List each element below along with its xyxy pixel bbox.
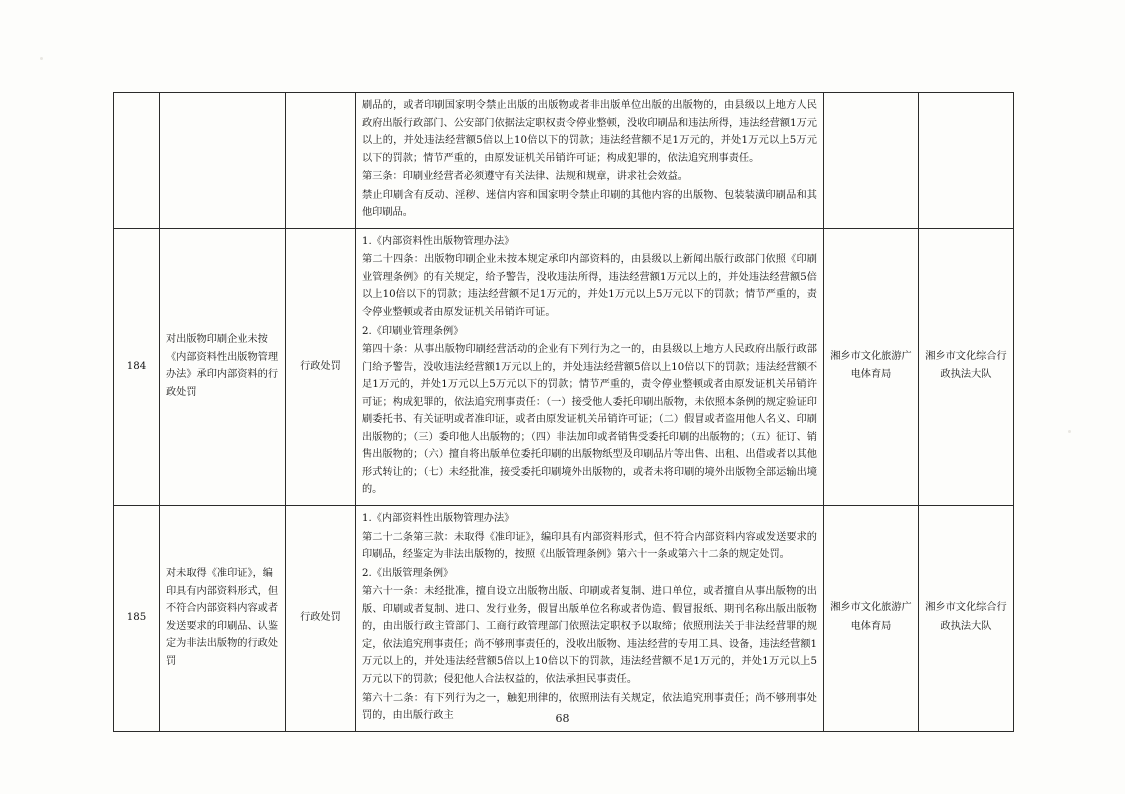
basis-paragraph: 第六十一条：未经批准，擅自设立出版物出版、印刷或者复制、进口单位，或者擅自从事出版物的出版、印刷或者复制、进口、发行业务，假冒出版单位名称或者伪造、假冒报纸、期刊名称出版出版物的，由出版行政主管部门、工商行政管理部门依照法定职权予以取缔；依照刑法关于非法经营罪的规定，依法追究刑事责任；尚不够刑事责任的，没收出版物、违法经营的专用工具、设备，违法经营额1万元以上的，并处违法经营额5倍以上10倍以下的罚款，违法经营额不足1万元的，并处1万元以上5万元以下的罚款；侵犯他人合法权益的，依法承担民事责任。 <box>362 586 817 685</box>
row-implementing-organ <box>824 506 919 732</box>
row-implementing-organ <box>824 228 919 505</box>
table-row <box>114 506 1014 732</box>
row-number: 185 <box>114 506 160 732</box>
unit-text: 湘乡市文化综合行政执法大队 <box>925 350 1007 381</box>
unit-text: 湘乡市文化综合行政执法大队 <box>925 601 1007 632</box>
row-legal-basis <box>356 506 824 732</box>
table-row <box>114 228 1014 505</box>
basis-paragraph: 2.《印刷业管理条例》 <box>362 325 464 337</box>
basis-paragraph: 2.《出版管理条例》 <box>362 567 454 579</box>
row-type: 行政处罚 <box>286 506 356 732</box>
row-enforcement-unit <box>919 506 1014 732</box>
table-row <box>114 93 1014 229</box>
basis-paragraph: 第三条：印刷业经营者必须遵守有关法律、法规和规章，讲求社会效益。 <box>362 171 688 183</box>
basis-paragraph: 刷品的，或者印刷国家明令禁止出版的出版物或者非出版单位出版的出版物的，由县级以上地方人民政府出版行政部门、公安部门依据法定职权责令停业整顿，没收印刷品和违法所得，违法经营额1万元以上的，并处违法经营额5倍以上10倍以下的罚款；违法经营额不足1万元的，并处1万元以上5万元以下的罚款；情节严重的，由原发证机关吊销许可证；构成犯罪的，依法追究刑事责任。 <box>362 100 817 164</box>
row-item-name: 对出版物印刷企业未按《内部资料性出版物管理办法》承印内部资料的行政处罚 <box>160 228 286 505</box>
basis-paragraph: 1.《内部资料性出版物管理办法》 <box>362 513 515 525</box>
organ-text: 湘乡市文化旅游广电体育局 <box>830 601 912 632</box>
row-enforcement-unit <box>919 93 1014 229</box>
basis-paragraph: 第四十条：从事出版物印刷经营活动的企业有下列行为之一的，由县级以上地方人民政府出版行政部门给予警告，没收违法经营额1万元以上的，并处违法经营额5倍以上10倍以下的罚款；违法经营额不足1万元的，并处1万元以上5万元以下的罚款；情节严重的，责令停业整顿或者由原发证机关吊销许可证；构成犯罪的，依法追究刑事责任：（一）接受他人委托印刷出版物，未依照本条例的规定验证印刷委托书、有关证明或者准印证，或者由原发证机关吊销许可证；（二）假冒或者盗用他人名义、印刷出版物的；（三）委印他人出版物的；（四）非法加印或者销售受委托印刷的出版物的；（五）征订、销售出版物的；（六）擅自将出版单位委托印刷的出版物纸型及印刷品片等出售、出租、出借或者以其他形式转让的；（七）未经批准，接受委托印刷境外出版物的，或者未将印刷的境外出版物全部运输出境的。 <box>362 344 817 496</box>
row-number: 184 <box>114 228 160 505</box>
row-type <box>286 93 356 229</box>
scan-speck <box>1068 430 1071 433</box>
regulation-table <box>113 92 1014 732</box>
row-number <box>114 93 160 229</box>
row-implementing-organ <box>824 93 919 229</box>
basis-paragraph: 第六十二条：有下列行为之一，触犯刑律的，依照刑法有关规定，依法追究刑事责任；尚不够刑事处罚的，由出版行政主 <box>362 692 817 722</box>
row-type: 行政处罚 <box>286 228 356 505</box>
basis-paragraph: 禁止印刷含有反动、淫秽、迷信内容和国家明令禁止印刷的其他内容的出版物、包装装潢印刷品和其他印刷品。 <box>362 189 817 219</box>
basis-paragraph: 第二十二条第三款：未取得《准印证》，编印具有内部资料形式，但不符合内部资料内容或发送要求的印刷品，经鉴定为非法出版物的，按照《出版管理条例》第六十一条或第六十二条的规定处罚。 <box>362 531 817 561</box>
row-item-name <box>160 93 286 229</box>
row-legal-basis <box>356 93 824 229</box>
row-item-name: 对未取得《准印证》，编印具有内部资料形式，但不符合内部资料内容或者发送要求的印刷品、认鉴定为非法出版物的行政处罚 <box>160 506 286 732</box>
row-legal-basis <box>356 228 824 505</box>
page-number: 68 <box>555 712 570 725</box>
row-enforcement-unit <box>919 228 1014 505</box>
basis-paragraph: 1.《内部资料性出版物管理办法》 <box>362 235 515 247</box>
basis-paragraph: 第二十四条：出版物印刷企业未按本规定承印内部资料的，由县级以上新闻出版行政部门依照《印刷业管理条例》的有关规定，给予警告，没收违法所得，违法经营额1万元以上的，并处违法经营额5倍以上10倍以下的罚款；违法经营额不足1万元的，并处1万元以上5万元以下的罚款；情节严重的，责令停业整顿或者由原发证机关吊销许可证。 <box>362 254 817 319</box>
scan-speck <box>40 57 43 60</box>
organ-text: 湘乡市文化旅游广电体育局 <box>830 350 912 381</box>
